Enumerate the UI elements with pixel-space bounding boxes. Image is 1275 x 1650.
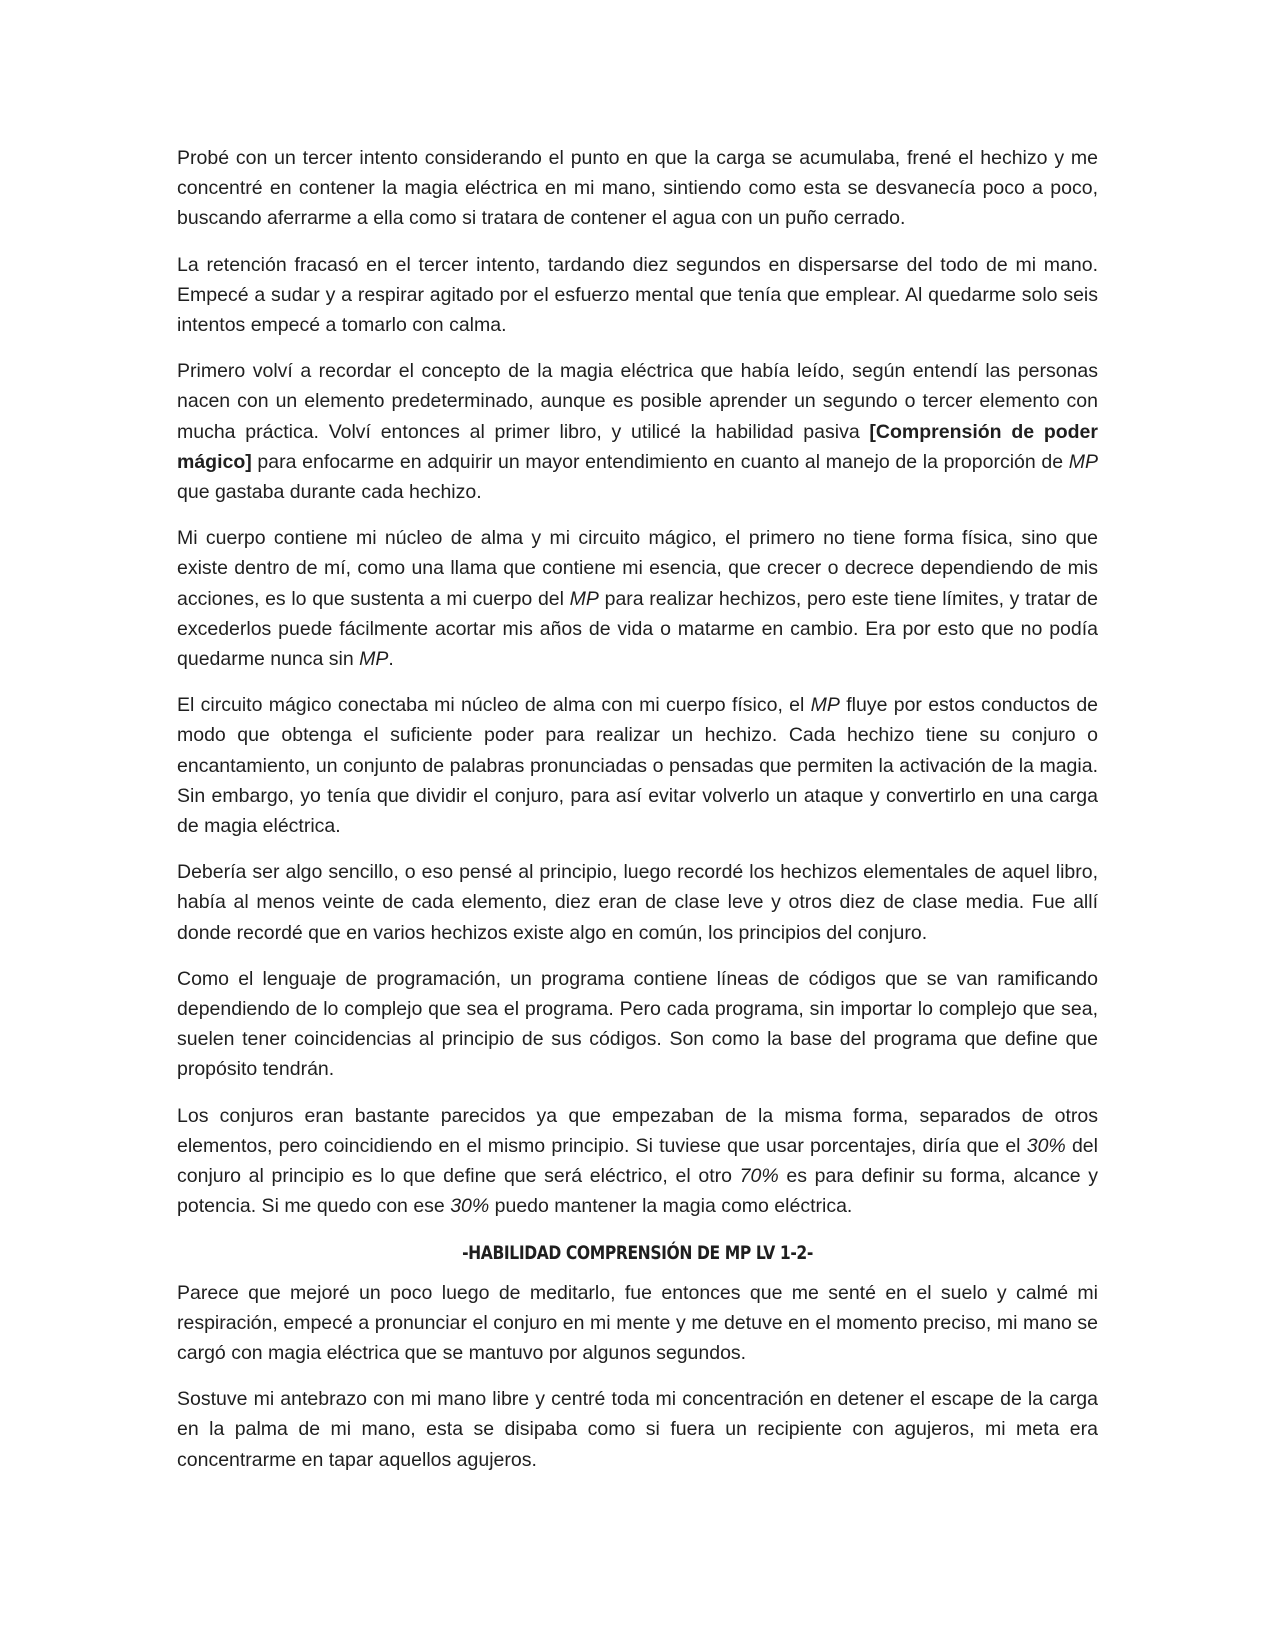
italic-text: MP: [359, 648, 389, 671]
text-run: La retención fracasó en el tercer intento, tardando diez segundos en dispersarse del todo de mi mano. Empecé a sudar y a respirar agitado por el esfuerzo mental que tenía que emplear. Al quedarme solo seis intentos empecé a tomarlo con calma.: [177, 253, 1098, 337]
paragraph: [177, 143, 1098, 234]
text-run: .: [388, 648, 394, 671]
paragraph: [177, 250, 1098, 341]
text-run: es para definir su forma, alcance y potencia. Si me quedo con ese: [177, 1165, 1098, 1218]
paragraph: [177, 690, 1098, 841]
text-run: Mi cuerpo contiene mi núcleo de alma y mi circuito mágico, el primero no tiene forma física, sino que existe dentro de mí, como una llama que contiene mi esencia, que crecer o decrece dependiendo de mis acciones, es lo que sustenta a mi cuerpo del: [177, 527, 1098, 610]
text-run: El circuito mágico conectaba mi núcleo de alma con mi cuerpo físico, el: [177, 694, 811, 717]
italic-text: MP: [810, 694, 840, 717]
text-run: Los conjuros eran bastante parecidos ya que empezaban de la misma forma, separados de otros elementos, pero coincidiendo en el mismo principio. Si tuviese que usar porcentajes, diría que el: [177, 1104, 1098, 1157]
text-run: para realizar hechizos, pero este tiene límites, y tratar de excederlos puede fácilmente acortar mis años de vida o matarme en cambio. Era por esto que no podía quedarme nunca sin: [177, 587, 1098, 671]
text-run: del conjuro al principio es lo que define que será eléctrico, el otro: [177, 1134, 1098, 1188]
bold-text: [Comprensión de poder mágico]: [177, 420, 1098, 473]
text-run: puedo mantener la magia como eléctrica.: [489, 1195, 853, 1218]
italic-text: 30%: [450, 1195, 490, 1218]
text-run: Debería ser algo sencillo, o eso pensé al principio, luego recordé los hechizos elementales de aquel libro, había al menos veinte de cada elemento, diez eran de clase leve y otros diez de clase media. Fue allí donde recordé que en varios hechizos existe algo en común, los principios del conjuro.: [177, 861, 1098, 944]
text-run: Sostuve mi antebrazo con mi mano libre y centré toda mi concentración en detener el escape de la carga en la palma de mi mano, esta se disipaba como si fuera un recipiente con agujeros, mi meta era concentrarme en tapar aquellos agujeros.: [177, 1388, 1098, 1471]
text-run: fluye por estos conductos de modo que obtenga el suficiente poder para realizar un hechizo. Cada hechizo tiene su conjuro o encantamiento, un conjunto de palabras pronunciadas o pensadas que permiten la activación de la magia. Sin embargo, yo tenía que dividir el conjuro, para así evitar volverlo un ataque y convertirlo en una carga de magia eléctrica.: [177, 694, 1099, 838]
text-run: Como el lenguaje de programación, un programa contiene líneas de códigos que se van ramificando dependiendo de lo complejo que sea el programa. Pero cada programa, sin importar lo complejo que sea, suelen tener coincidencias al principio de sus códigos. Son como la base del programa que define que propósito tendrán.: [177, 967, 1098, 1081]
text-run: Parece que mejoré un poco luego de meditarlo, fue entonces que me senté en el suelo y calmé mi respiración, empecé a pronunciar el conjuro en mi mente y me detuve en el momento preciso, mi mano se cargó con magia eléctrica que se mantuvo por algunos segundos.: [177, 1281, 1098, 1364]
text-run: Probé con un tercer intento considerando el punto en que la carga se acumulaba, frené el hechizo y me concentré en contener la magia eléctrica en mi mano, sintiendo como esta se desvanecía poco a poco, buscando aferrarme a ella como si tratara de contener el agua con un puño cerrado.: [177, 147, 1098, 230]
italic-text: 30%: [1026, 1134, 1066, 1157]
body-text-before-heading: [177, 143, 1098, 1222]
body-text-after-heading: [177, 1278, 1098, 1475]
paragraph: [177, 1384, 1098, 1475]
paragraph: [177, 857, 1098, 948]
paragraph: [177, 1278, 1098, 1369]
italic-text: 70%: [739, 1165, 779, 1188]
paragraph: [177, 523, 1098, 674]
paragraph: [177, 356, 1098, 507]
italic-text: MP: [1068, 450, 1098, 473]
section-heading: -HABILIDAD COMPRENSIÓN DE MP LV 1-2-: [462, 1241, 813, 1264]
document-page: [177, 143, 1098, 1491]
paragraph: [177, 964, 1098, 1085]
text-run: Primero volví a recordar el concepto de la magia eléctrica que había leído, según entendí las personas nacen con un elemento predeterminado, aunque es posible aprender un segundo o tercer elemento con mucha práctica. Volví entonces al primer libro, y utilicé la habilidad pasiva: [177, 360, 1098, 443]
text-run: para enfocarme en adquirir un mayor entendimiento en cuanto al manejo de la proporción de: [251, 450, 1069, 473]
text-run: que gastaba durante cada hechizo.: [177, 481, 482, 504]
paragraph: [177, 1101, 1098, 1222]
italic-text: MP: [569, 587, 599, 610]
